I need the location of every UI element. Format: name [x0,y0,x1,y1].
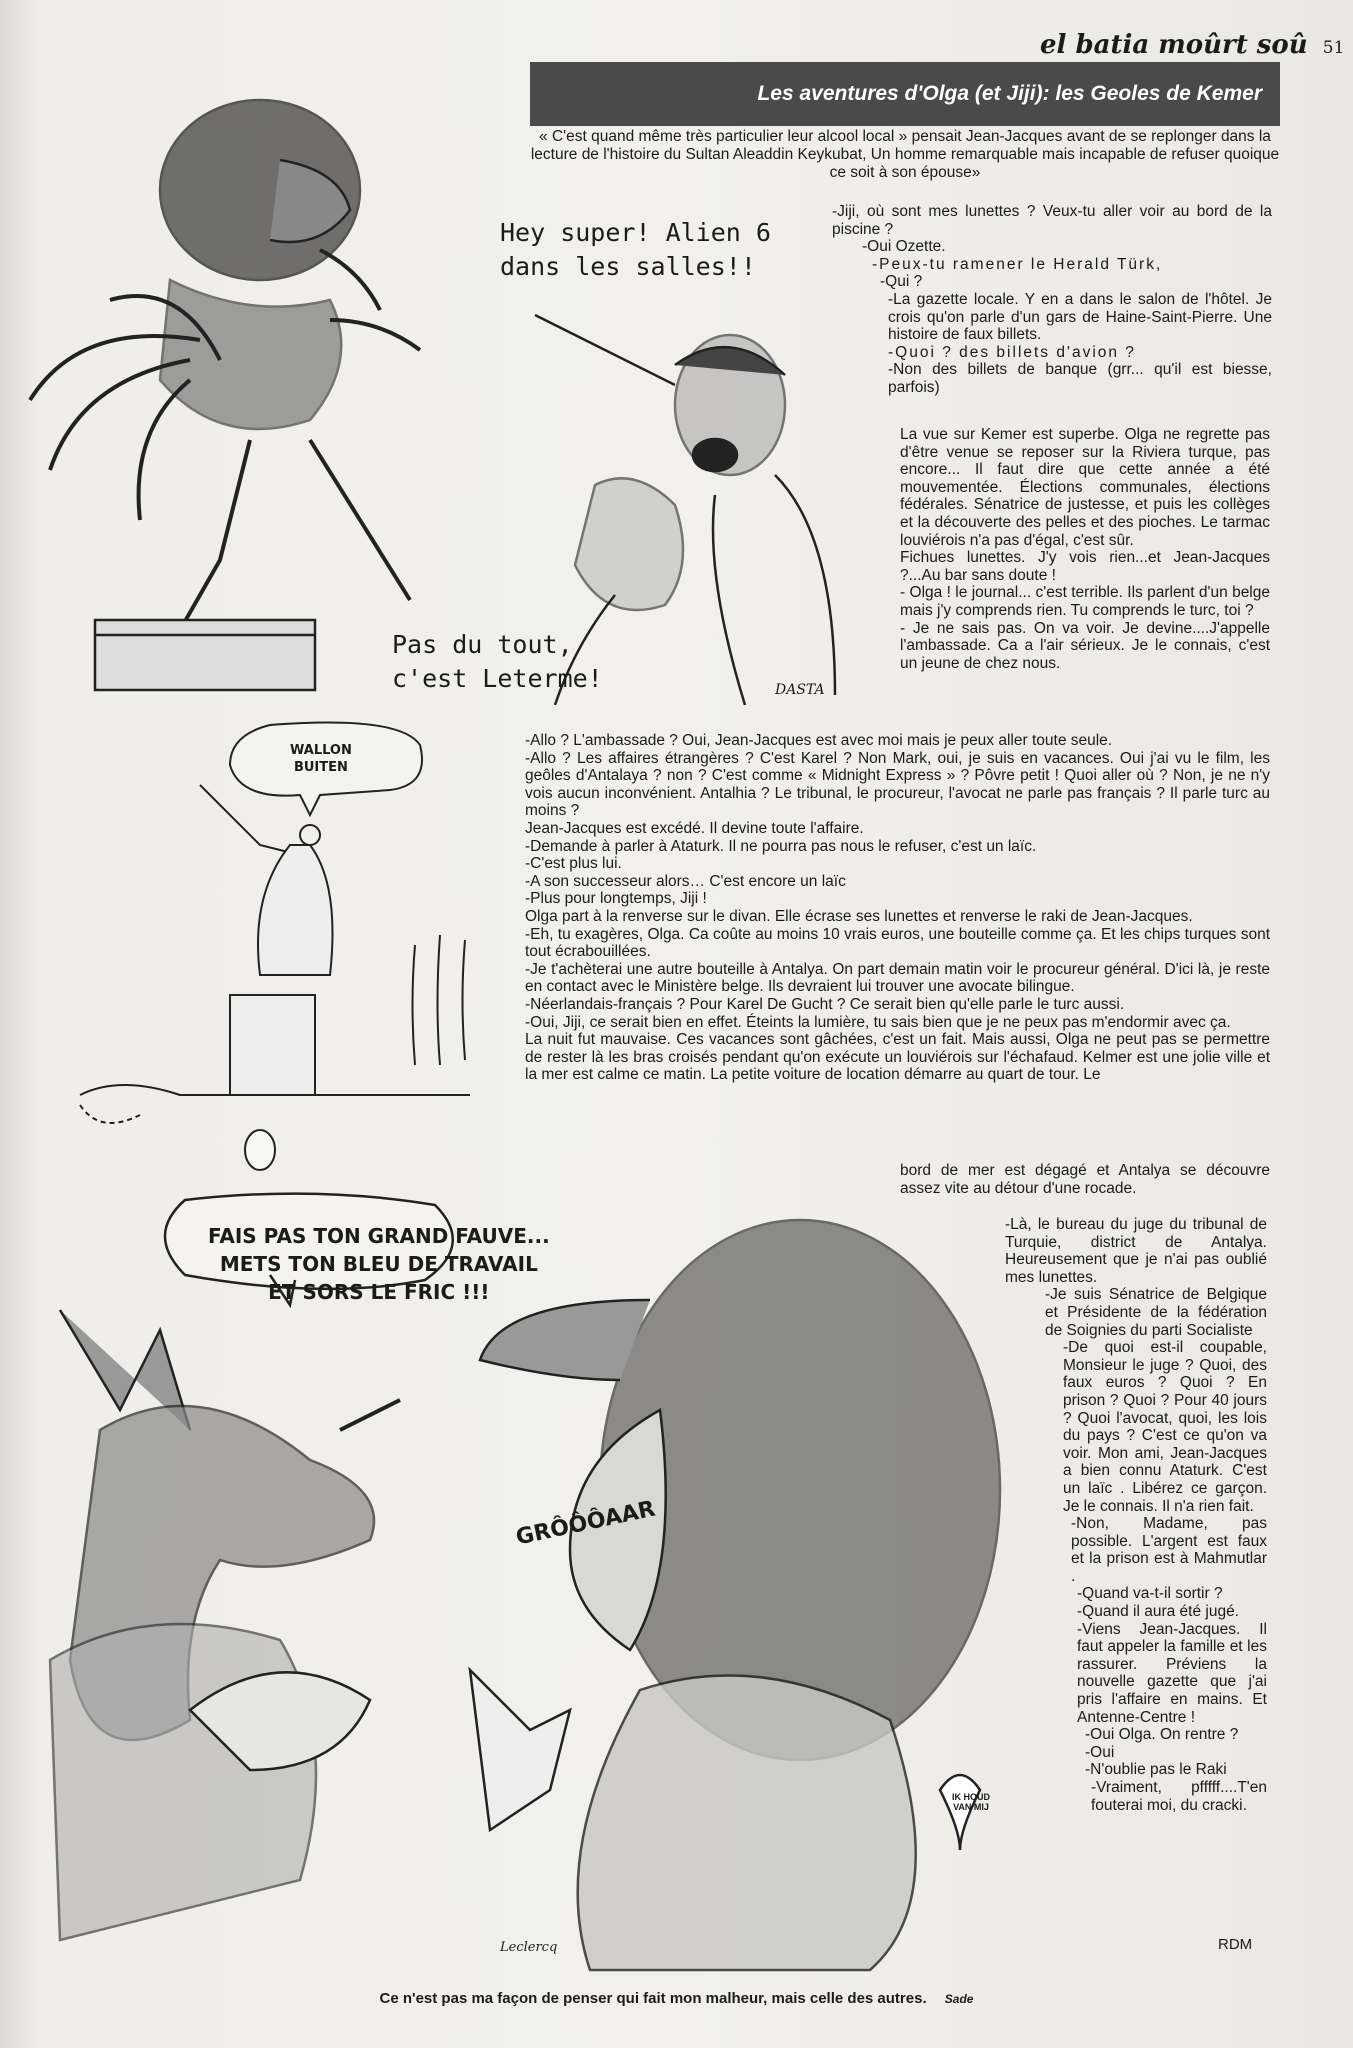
main-p10: -Je t'achèterai une autre bouteille à Antalya. On part demain matin voir le procureur général. D'ici là, je reste en contact avec le Ministère belge. Ils devraient lui trouver une avocate bilingue. [525,960,1270,996]
main-p12: -Oui, Jiji, ce serait bien en effet. Éteints la lumière, tu sais bien que je ne peux pas m'endormir avec ça. [525,1013,1231,1031]
footer-quote-line [0,1990,1353,2007]
main-tail: bord de mer est dégagé et Antalya se découvre assez vite au détour d'une rocade. [900,1162,1270,1197]
wallon-statue-drawing [70,715,470,1175]
wallon-buiten-text: WALLON BUITEN [290,743,352,775]
author-signature: RDM [1218,1936,1253,1953]
main-p5: -C'est plus lui. [525,855,622,873]
artist-signature-1: DASTA [775,682,825,698]
col3-p6: -Quand il aura été jugé. [1077,1603,1239,1621]
col2-p3: - Olga ! le journal... c'est terrible. Ils parlent d'un belge mais j'y comprends rien. Tu comprends le turc, toi ? [900,584,1270,619]
article-title: Les aventures d'Olga (et Jiji): les Geoles de Kemer [757,82,1262,105]
col1-p1: -Jiji, où sont mes lunettes ? Veux-tu aller voir au bord de la piscine ? [832,203,1272,238]
main-p7: -Plus pour longtemps, Jiji ! [525,890,707,908]
col1-p6: -Quoi ? des billets d'avion ? [888,343,1136,361]
main-p3: Jean-Jacques est excédé. Il devine toute l'affaire. [525,819,864,837]
column-2 [900,426,1270,672]
col1-p3: -Peux-tu ramener le Herald Türk, [872,255,1163,273]
main-p1: -Allo ? L'ambassade ? Oui, Jean-Jacques est avec moi mais je peux aller toute seule. [525,732,1113,749]
article-intro: « C'est quand même très particulier leur alcool local » pensait Jean-Jacques avant de se replonger dans la lecture de l'histoire du Sultan Aleaddin Keykubat, Un homme remarquable mais incapable de refuser quoique ce soit à son épouse» [530,128,1280,181]
speech-bubble-alien: Hey super! Alien 6 dans les salles!! [500,218,771,281]
col3-p1: -Là, le bureau du juge du tribunal de Turquie, district de Antalya. Heureusement que je n'ai pas oublié mes lunettes. [1005,1216,1267,1286]
col2-p2: Fichues lunettes. J'y vois rien...et Jean-Jacques ?...Au bar sans doute ! [900,549,1270,584]
footer-quote: Ce n'est pas ma façon de penser qui fait mon malheur, mais celle des autres. [379,1990,927,2007]
col3-p5: -Quand va-t-il sortir ? [1077,1585,1223,1603]
col3-p2: -Je suis Sénatrice de Belgique et Présidente de la fédération de Soignies du parti Socialiste [1045,1286,1267,1339]
main-p6: -A son successeur alors… C'est encore un laïc [525,872,846,890]
main-p8: Olga part à la renverse sur le divan. Elle écrase ses lunettes et renverse le raki de Jean-Jacques. [525,907,1193,925]
col2-p1: La vue sur Kemer est superbe. Olga ne regrette pas d'être venue se reposer sur la Riviera turque, pas encore... Il faut dire que cette année a été mouvementée. Élections communales, élections fédérales. Sénatrice de justesse, et puis les collèges et la découverte des pelles et des pioches. Le tarmac louviérois n'a pas d'égal, c'est sûr. [900,426,1270,549]
col3-p9: -Oui [1085,1743,1115,1761]
column-1 [832,203,1272,397]
col2-p4: - Je ne sais pas. On va voir. Je devine....J'appelle l'ambassade. Ca a l'air sérieux. Je le connais, c'est un jeune de chez nous. [900,619,1270,672]
main-p13: La nuit fut mauvaise. Ces vacances sont gâchées, c'est un fait. Mais aussi, Olga ne peut pas se permettre de rester là les bras croisés pendant qu'on exécute un louviérois sur l'échafaud. Kelmer est une jolie ville et la mer est calme ce matin. La petite voiture de location démarre au quart de tour. Le [525,1031,1270,1084]
main-column [525,732,1270,1084]
page-header [1040,30,1344,60]
heart-tattoo-text: IK HOUD VAN MIJ [952,1792,990,1812]
page-number: 51 [1322,38,1345,58]
main-p9: -Eh, tu exagères, Olga. Ca coûte au moins 10 vrais euros, une bouteille comme ça. Et les chips turques sont tout écrabouillées. [525,925,1270,961]
rooster-lion-drawing [20,80,520,700]
main-p11: -Néerlandais-français ? Pour Karel De Gucht ? Ce serait bien qu'elle parle le turc aussi. [525,995,1125,1013]
col1-p5: -La gazette locale. Y en a dans le salon de l'hôtel. Je crois qu'on parle d'un gars de Haine-Saint-Pierre. Une histoire de faux billets. [888,290,1272,344]
column-3 [1005,1216,1267,1814]
col3-p7: -Viens Jean-Jacques. Il faut appeler la famille et les rassurer. Préviens la nouvelle gazette que j'ai pris l'affaire en mains. Et Antenne-Centre ! [1077,1620,1267,1726]
col3-p4: -Non, Madame, pas possible. L'argent est faux et la prison est à Mahmutlar . [1071,1515,1267,1585]
col3-p10: -N'oublie pas le Raki [1085,1761,1227,1779]
main-p2: -Allo ? Les affaires étrangères ? C'est Karel ? Non Mark, oui, je suis en vacances. Oui j'ai vu le film, les geôles d'Antalaya ? non ? C'est comme « Midnight Express » ? Pôvre petit ! Quoi aller où ? Non, je ne n'y vois aucun inconvénient. Antalhia ? Le tribunal, le procureur, l'avocat ne parle pas français ? Il parle turc au moins ? [525,749,1270,820]
col1-p2: -Oui Ozette. [862,238,946,256]
col1-p7: -Non des billets de banque (grr... qu'il est biesse, parfois) [888,361,1272,396]
col1-p4: -Qui ? [880,273,923,291]
col3-p3: -De quoi est-il coupable, Monsieur le juge ? Quoi, des faux euros ? Quoi ? En prison ? Quoi ? Pour 40 jours ? Quoi l'avocat, quoi, les lois du pays ? C'est ce qu'on va voir. Mon ami, Jean-Jacques a bien connu Ataturk. C'est un laïc . Libérez ce garçon. Je le connais. Il n'a rien fait. [1063,1339,1267,1515]
main-p4: -Demande à parler à Ataturk. Il ne pourra pas nous le refuser, c'est un laïc. [525,837,1037,855]
col3-p8: -Oui Olga. On rentre ? [1085,1726,1239,1744]
speech-bubble-fauve: FAIS PAS TON GRAND FAUVE... METS TON BLEU DE TRAVAIL ET SORS LE FRIC !!! [208,1224,550,1304]
footer-quote-author: Sade [944,1992,974,2006]
roar-text: GRÔÔÔAAR [513,1496,658,1551]
col3-p11: -Vraiment, pfffff....T'en fouterai moi, du cracki. [1091,1779,1267,1814]
publication-name: el batia moûrt soû [1040,30,1308,60]
speech-bubble-leterme: Pas du tout, c'est Leterme! [392,630,603,693]
wolf-and-lion-drawing [40,1190,1020,1980]
article-title-bar [530,62,1280,126]
artist-signature-2: Leclercq [500,1940,558,1955]
